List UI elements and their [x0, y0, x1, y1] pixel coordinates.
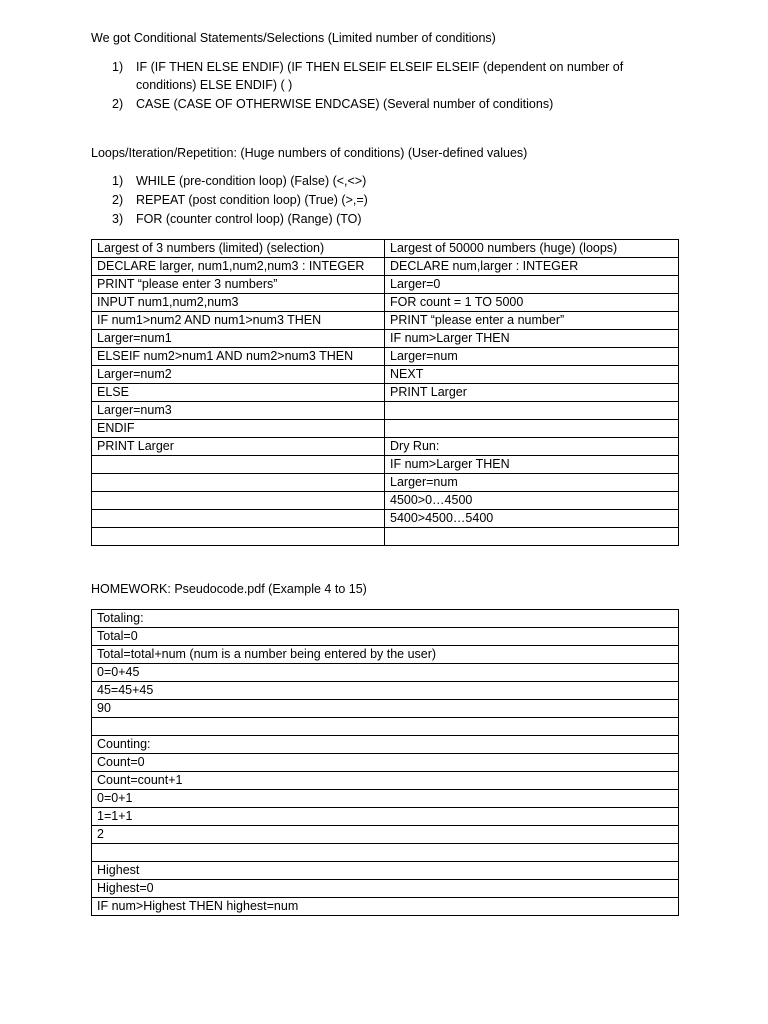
table-row [92, 492, 679, 510]
loop-cell: Larger=0 [385, 276, 679, 294]
list-item-text: WHILE (pre-condition loop) (False) (<,<>) [136, 174, 367, 188]
table-row [92, 646, 679, 664]
table-row [92, 826, 679, 844]
loop-cell: IF num>Larger THEN [385, 456, 679, 474]
table-row [92, 348, 679, 366]
summary-cell: Count=count+1 [92, 772, 679, 790]
loop-cell: 5400>4500…5400 [385, 510, 679, 528]
selection-cell: PRINT Larger [92, 438, 385, 456]
loop-cell [385, 402, 679, 420]
selection-cell: DECLARE larger, num1,num2,num3 : INTEGER [92, 258, 385, 276]
selection-cell: Largest of 3 numbers (limited) (selection) [92, 240, 385, 258]
table-row [92, 898, 679, 916]
list-item-text: CASE (CASE OF OTHERWISE ENDCASE) (Several number of conditions) [136, 97, 554, 111]
summary-cell: Highest=0 [92, 880, 679, 898]
table-row [92, 772, 679, 790]
comparison-table [91, 239, 679, 546]
table-header-row [92, 240, 679, 258]
table-row [92, 312, 679, 330]
list-item-text: REPEAT (post condition loop) (True) (>,=) [136, 193, 368, 207]
table-row [92, 610, 679, 628]
list-item-number: 2) [112, 193, 124, 207]
summary-cell: Total=0 [92, 628, 679, 646]
selection-cell: PRINT “please enter 3 numbers” [92, 276, 385, 294]
table-row [92, 510, 679, 528]
table-row [92, 718, 679, 736]
summary-cell: 1=1+1 [92, 808, 679, 826]
table-row [92, 258, 679, 276]
table-row [92, 844, 679, 862]
table-row [92, 276, 679, 294]
list-item-number: 1) [112, 60, 124, 74]
intro-text: We got Conditional Statements/Selections (Limited number of conditions) [91, 31, 496, 45]
selection-cell: IF num1>num2 AND num1>num3 THEN [92, 312, 385, 330]
loop-cell: PRINT Larger [385, 384, 679, 402]
selection-cell: ENDIF [92, 420, 385, 438]
summary-cell: 0=0+1 [92, 790, 679, 808]
loop-cell: Larger=num [385, 348, 679, 366]
selection-cell [92, 456, 385, 474]
loop-cell: DECLARE num,larger : INTEGER [385, 258, 679, 276]
homework-text: HOMEWORK: Pseudocode.pdf (Example 4 to 15) [91, 582, 367, 596]
table-row [92, 384, 679, 402]
table-row [92, 700, 679, 718]
summary-cell: IF num>Highest THEN highest=num [92, 898, 679, 916]
table-row [92, 790, 679, 808]
summary-cell: Count=0 [92, 754, 679, 772]
loop-cell: Dry Run: [385, 438, 679, 456]
summary-cell: Total=total+num (num is a number being entered by the user) [92, 646, 679, 664]
table-row [92, 682, 679, 700]
table-row [92, 736, 679, 754]
selection-cell [92, 492, 385, 510]
selection-cell: ELSE [92, 384, 385, 402]
selection-cell: INPUT num1,num2,num3 [92, 294, 385, 312]
summary-cell: Counting: [92, 736, 679, 754]
table-row [92, 528, 679, 546]
table-row [92, 294, 679, 312]
summary-cell: 90 [92, 700, 679, 718]
selection-cell: Larger=num1 [92, 330, 385, 348]
list-item-number: 2) [112, 97, 124, 111]
loops-heading: Loops/Iteration/Repetition: (Huge numbers of conditions) (User-defined values) [91, 146, 528, 160]
summary-cell: 45=45+45 [92, 682, 679, 700]
loop-cell: IF num>Larger THEN [385, 330, 679, 348]
loop-cell: 4500>0…4500 [385, 492, 679, 510]
loop-cell: Largest of 50000 numbers (huge) (loops) [385, 240, 679, 258]
table-row [92, 420, 679, 438]
summary-cell: 0=0+45 [92, 664, 679, 682]
list-item-text: IF (IF THEN ELSE ENDIF) (IF THEN ELSEIF ELSEIF ELSEIF (dependent on number of conditions) ELSE ENDIF) ( ) [136, 60, 624, 92]
selection-cell [92, 528, 385, 546]
summary-table [91, 609, 679, 916]
table-row [92, 402, 679, 420]
loop-cell: NEXT [385, 366, 679, 384]
selection-cell [92, 510, 385, 528]
table-row [92, 880, 679, 898]
table-row [92, 754, 679, 772]
summary-cell: Highest [92, 862, 679, 880]
list-item-text: FOR (counter control loop) (Range) (TO) [136, 212, 362, 226]
loop-cell [385, 420, 679, 438]
selection-cell [92, 474, 385, 492]
table-row [92, 474, 679, 492]
selection-cell: Larger=num3 [92, 402, 385, 420]
summary-cell [92, 844, 679, 862]
loop-cell: Larger=num [385, 474, 679, 492]
summary-cell [92, 718, 679, 736]
table-row [92, 808, 679, 826]
table-row [92, 330, 679, 348]
table-row [92, 438, 679, 456]
table-row [92, 628, 679, 646]
list-item-number: 3) [112, 212, 124, 226]
table-row [92, 664, 679, 682]
selection-cell: ELSEIF num2>num1 AND num2>num3 THEN [92, 348, 385, 366]
table-row [92, 862, 679, 880]
loop-cell: PRINT “please enter a number” [385, 312, 679, 330]
selection-cell: Larger=num2 [92, 366, 385, 384]
summary-cell: 2 [92, 826, 679, 844]
summary-cell: Totaling: [92, 610, 679, 628]
loop-cell [385, 528, 679, 546]
loop-cell: FOR count = 1 TO 5000 [385, 294, 679, 312]
table-row [92, 366, 679, 384]
list-item-number: 1) [112, 174, 124, 188]
table-row [92, 456, 679, 474]
